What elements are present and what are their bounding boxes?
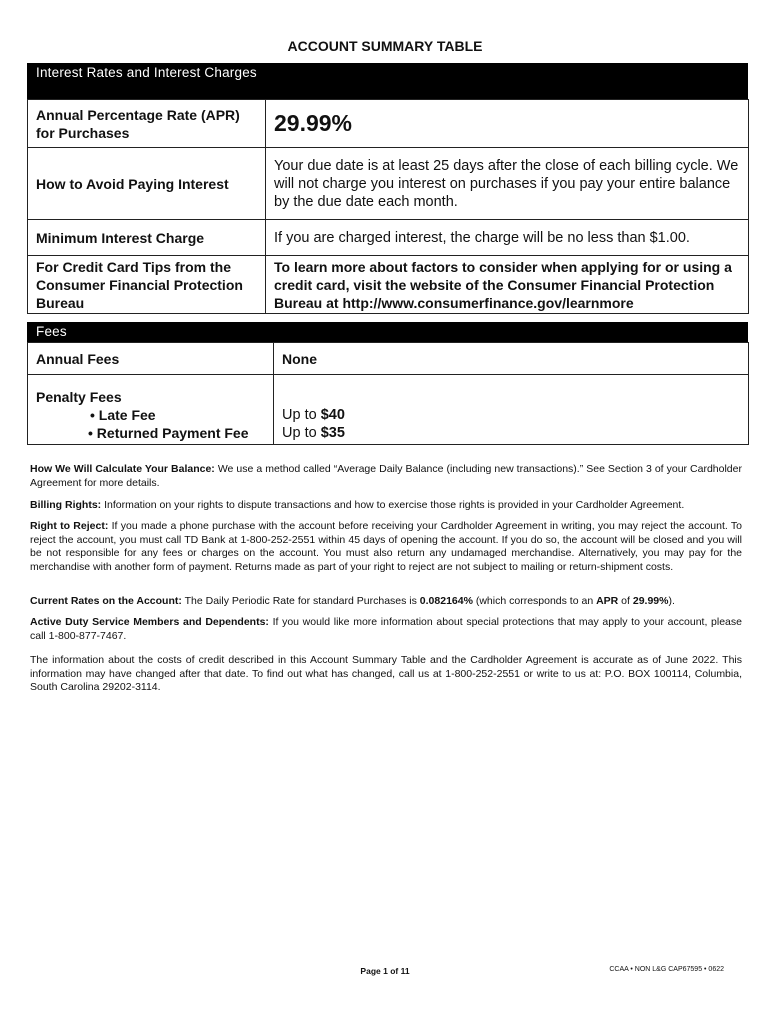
returned-fee-amount: $35	[320, 425, 345, 441]
billing-rights-title: Billing Rights:	[30, 499, 102, 511]
penalty-fees-cell	[28, 375, 274, 445]
late-fee-prefix: Up to	[282, 407, 321, 423]
balance-calculation-title: How We Will Calculate Your Balance:	[30, 463, 215, 475]
current-apr: 29.99%	[632, 595, 669, 607]
avoid-interest-label: How to Avoid Paying Interest	[28, 148, 266, 220]
apr-row	[28, 100, 749, 148]
billing-rights-paragraph	[30, 499, 742, 513]
avoid-interest-value: Your due date is at least 25 days after the close of each billing cycle. We will not charge you interest on purchases if you pay your entire balance by the due date each month.	[266, 148, 749, 220]
current-rates-title: Current Rates on the Account:	[30, 595, 182, 607]
current-rates-text-1: The Daily Periodic Rate for standard Purchases is	[181, 595, 420, 607]
billing-rights-text: Information on your rights to dispute transactions and how to exercise those rights is provided in your Cardholder Agreement.	[101, 499, 685, 511]
current-rates-text-4: ).	[668, 595, 675, 607]
annual-fees-value: None	[274, 343, 749, 375]
returned-fee-prefix: Up to	[282, 425, 321, 441]
current-rates-text-2: (which corresponds to an	[472, 595, 597, 607]
daily-periodic-rate: 0.082164%	[419, 595, 473, 607]
apr-value: 29.99%	[266, 100, 749, 148]
apr-label: Annual Percentage Rate (APR) for Purchases	[28, 100, 266, 148]
cfpb-tips-row	[28, 256, 749, 314]
document-title: ACCOUNT SUMMARY TABLE	[287, 38, 483, 54]
penalty-fees-row	[28, 375, 749, 445]
military-text: If you would like more information about special protections that may apply to your account, please call 1-800-877-7467.	[30, 616, 742, 642]
right-to-reject-title: Right to Reject:	[30, 520, 109, 532]
military-title: Active Duty Service Members and Dependents:	[30, 616, 269, 628]
minimum-interest-row	[28, 220, 749, 256]
annual-fees-row	[28, 343, 749, 375]
fees-section-header: Fees	[27, 322, 748, 342]
cfpb-tips-label: For Credit Card Tips from the Consumer Financial Protection Bureau	[28, 256, 266, 314]
penalty-fees-label: Penalty Fees	[36, 389, 122, 405]
military-paragraph	[30, 616, 742, 643]
balance-calculation-text: We use a method called “Average Daily Balance (including new transactions).” See Section 3 of your Cardholder Agreement for more details.	[30, 463, 742, 489]
right-to-reject-paragraph	[30, 520, 742, 574]
returned-payment-fee-label: • Returned Payment Fee	[88, 425, 249, 441]
fees-table	[27, 342, 749, 445]
late-fee-label: • Late Fee	[90, 407, 156, 423]
late-fee-value	[282, 406, 740, 424]
document-code: CCAA • NON L&G CAP67595 • 0622	[609, 966, 724, 973]
balance-calculation-paragraph	[30, 463, 742, 490]
interest-rates-section-header: Interest Rates and Interest Charges	[27, 63, 748, 100]
returned-payment-fee-value	[282, 424, 740, 442]
penalty-fees-values	[274, 375, 749, 445]
current-rates-paragraph	[30, 595, 742, 609]
avoid-interest-row	[28, 148, 749, 220]
annual-fees-label: Annual Fees	[28, 343, 274, 375]
current-rates-text-3: of	[618, 595, 633, 607]
apr-word: APR	[596, 595, 619, 607]
info-accuracy-paragraph: The information about the costs of credit described in this Account Summary Table and the Cardholder Agreement is accurate as of June 2022. This information may have changed after that date. To find out what has changed, call us at 1-800-252-2551 or write to us at: P.O. BOX 100114, Columbia, South Carolina 29202-3114.	[30, 654, 742, 694]
late-fee-amount: $40	[320, 407, 345, 423]
page-number: Page 1 of 11	[360, 966, 410, 976]
right-to-reject-text: If you made a phone purchase with the account before receiving your Cardholder Agreement in writing, you may reject the account. To reject the account, you must call TD Bank at 1-800-252-2551 within 45 days of opening the account. If you do so, the account will be closed and you will be not responsible for any fees or charges on the account. You must also return any undamaged merchandise. Alternatively, you may pay for the merchandise with another form of payment. Returns made as part of your right to reject are not subject to mailing or return-shipment costs.	[30, 520, 742, 573]
interest-rates-table	[27, 99, 749, 314]
minimum-interest-label: Minimum Interest Charge	[28, 220, 266, 256]
cfpb-tips-value: To learn more about factors to consider when applying for or using a credit card, visit the website of the Consumer Financial Protection Bureau at http://www.consumerfinance.gov/learnmore	[266, 256, 749, 314]
minimum-interest-value: If you are charged interest, the charge will be no less than $1.00.	[266, 220, 749, 256]
